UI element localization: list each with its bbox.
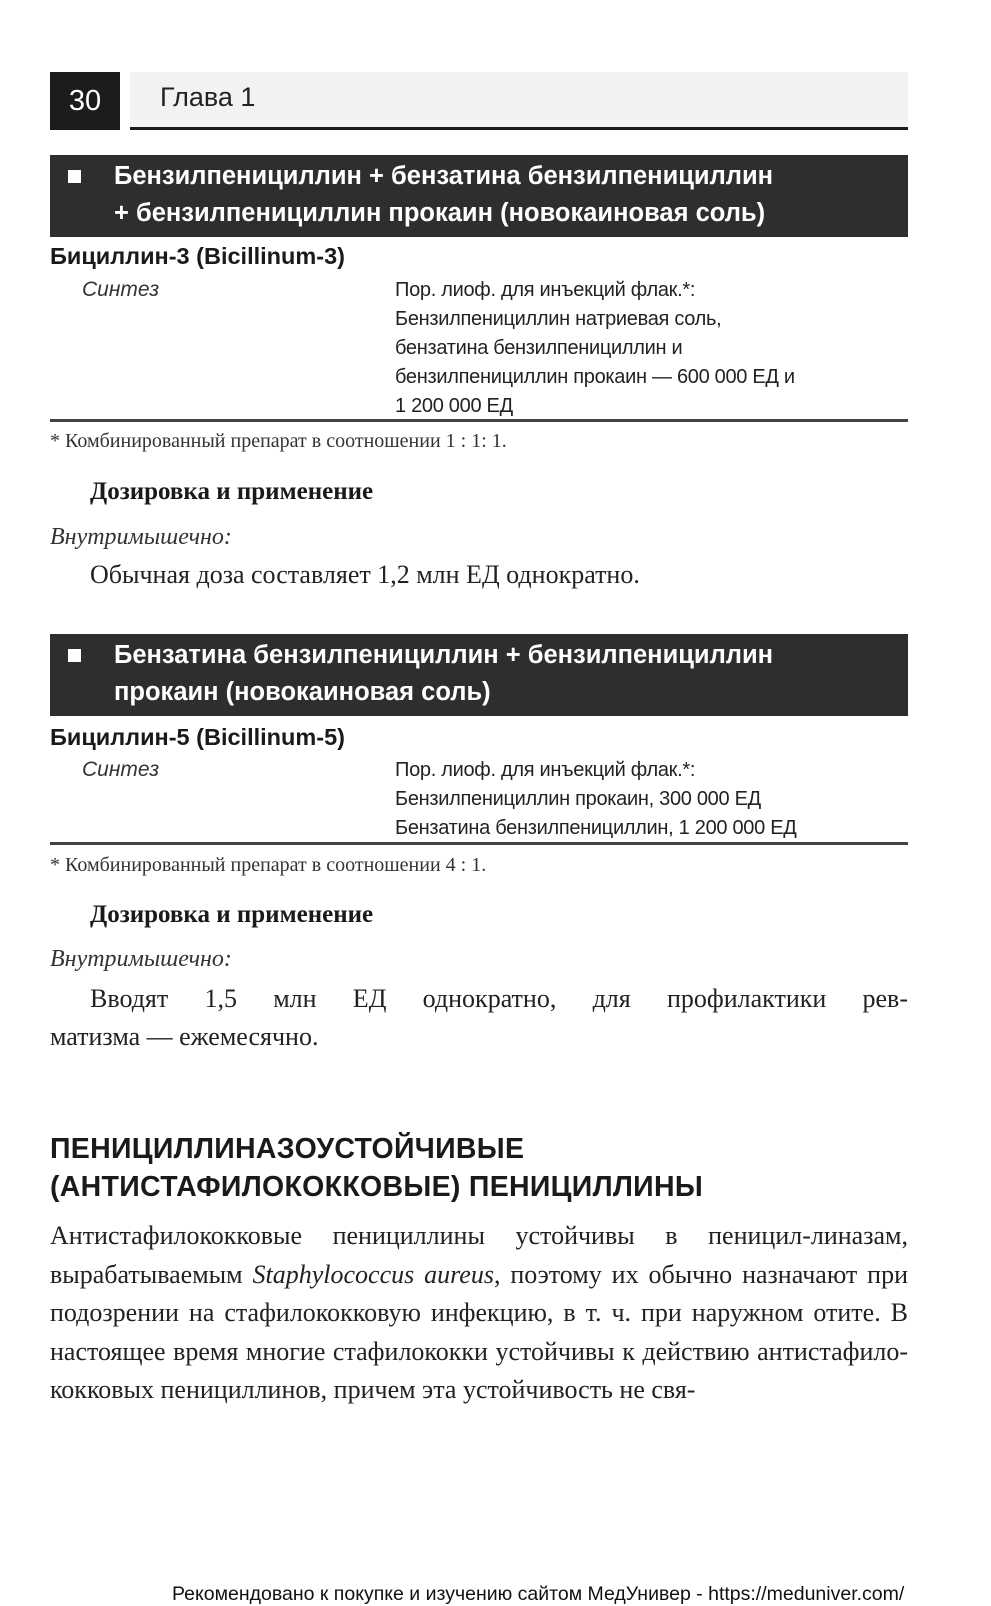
footer-recommendation: Рекомендовано к покупке и изучению сайтом МедУнивер - https://meduniver.com/ <box>172 1583 905 1605</box>
bullet-square-icon <box>68 170 81 183</box>
body-text-part1: Антистафилококковые пенициллины устойчивы в пеницил-линазам, вырабатываемым <box>50 1221 908 1289</box>
body-text-species: Staphylococcus aureus <box>252 1259 494 1289</box>
dosage-text-1: Обычная доза составляет 1,2 млн ЕД однократно. <box>90 560 640 589</box>
footnote-1: * Комбинированный препарат в соотношении 1 : 1: 1. <box>50 430 507 452</box>
page-number: 30 <box>50 72 120 130</box>
divider-1 <box>50 419 908 422</box>
body-text-part2: , поэтому их обычно назначают при подозрении на стафилококковую инфекцию, в т. ч. при наружном отите. В настоящее время многие стафилококки устойчивы к действию антистафило-кокковых пенициллинов, причем эта устойчивость не свя- <box>50 1259 908 1404</box>
body-paragraph <box>50 1217 908 1410</box>
section-heading-3 <box>50 1130 703 1206</box>
drug-name-1: Бициллин-3 (Bicillinum-3) <box>50 243 345 269</box>
manufacturer-1: Синтез <box>82 278 160 301</box>
section-heading-2-line1: Бензатина бензилпенициллин + бензилпенициллин <box>114 641 774 669</box>
manufacturer-2: Синтез <box>82 758 160 781</box>
form-line: 1 200 000 ЕД <box>395 395 513 417</box>
drug-name-2: Бициллин-5 (Bicillinum-5) <box>50 724 345 750</box>
drug-form-1 <box>395 276 915 421</box>
form-line: Пор. лиоф. для инъекций флак.*: <box>395 759 696 781</box>
section-heading-1-line2: + бензилпенициллин прокаин (новокаиновая соль) <box>114 199 766 227</box>
divider-2 <box>50 842 908 845</box>
drug-form-2 <box>395 756 915 843</box>
section-heading-2-line2: прокаин (новокаиновая соль) <box>114 678 491 706</box>
dosage-text-2 <box>50 980 908 1056</box>
form-line: бензатина бензилпенициллин и <box>395 337 683 359</box>
form-line: Бензатина бензилпенициллин, 1 200 000 ЕД <box>395 817 797 839</box>
form-line: Бензилпенициллин натриевая соль, <box>395 308 722 330</box>
footnote-2: * Комбинированный препарат в соотношении 4 : 1. <box>50 854 487 876</box>
bullet-square-icon <box>68 649 81 662</box>
dosage-heading-1: Дозировка и применение <box>90 478 374 505</box>
dosage-heading-2: Дозировка и применение <box>90 901 374 928</box>
dosage-text-2-line1: Вводят 1,5 млн ЕД однократно, для профилактики рев- <box>90 984 908 1013</box>
section-heading-1 <box>50 155 908 237</box>
chapter-title: Глава 1 <box>160 82 256 112</box>
dosage-text-2-line2: матизма — ежемесячно. <box>50 1022 319 1051</box>
section-heading-3-line2: (АНТИСТАФИЛОКОККОВЫЕ) ПЕНИЦИЛЛИНЫ <box>50 1171 704 1203</box>
section-heading-2 <box>50 634 908 716</box>
form-line: бензилпенициллин прокаин — 600 000 ЕД и <box>395 366 795 388</box>
section-heading-1-line1: Бензилпенициллин + бензатина бензилпенициллин <box>114 162 774 190</box>
form-line: Пор. лиоф. для инъекций флак.*: <box>395 279 696 301</box>
route-1: Внутримышечно: <box>50 524 232 550</box>
section-heading-3-line1: ПЕНИЦИЛЛИНАЗОУСТОЙЧИВЫЕ <box>50 1133 525 1165</box>
chapter-header <box>130 72 908 130</box>
form-line: Бензилпенициллин прокаин, 300 000 ЕД <box>395 788 761 810</box>
route-2: Внутримышечно: <box>50 946 232 972</box>
